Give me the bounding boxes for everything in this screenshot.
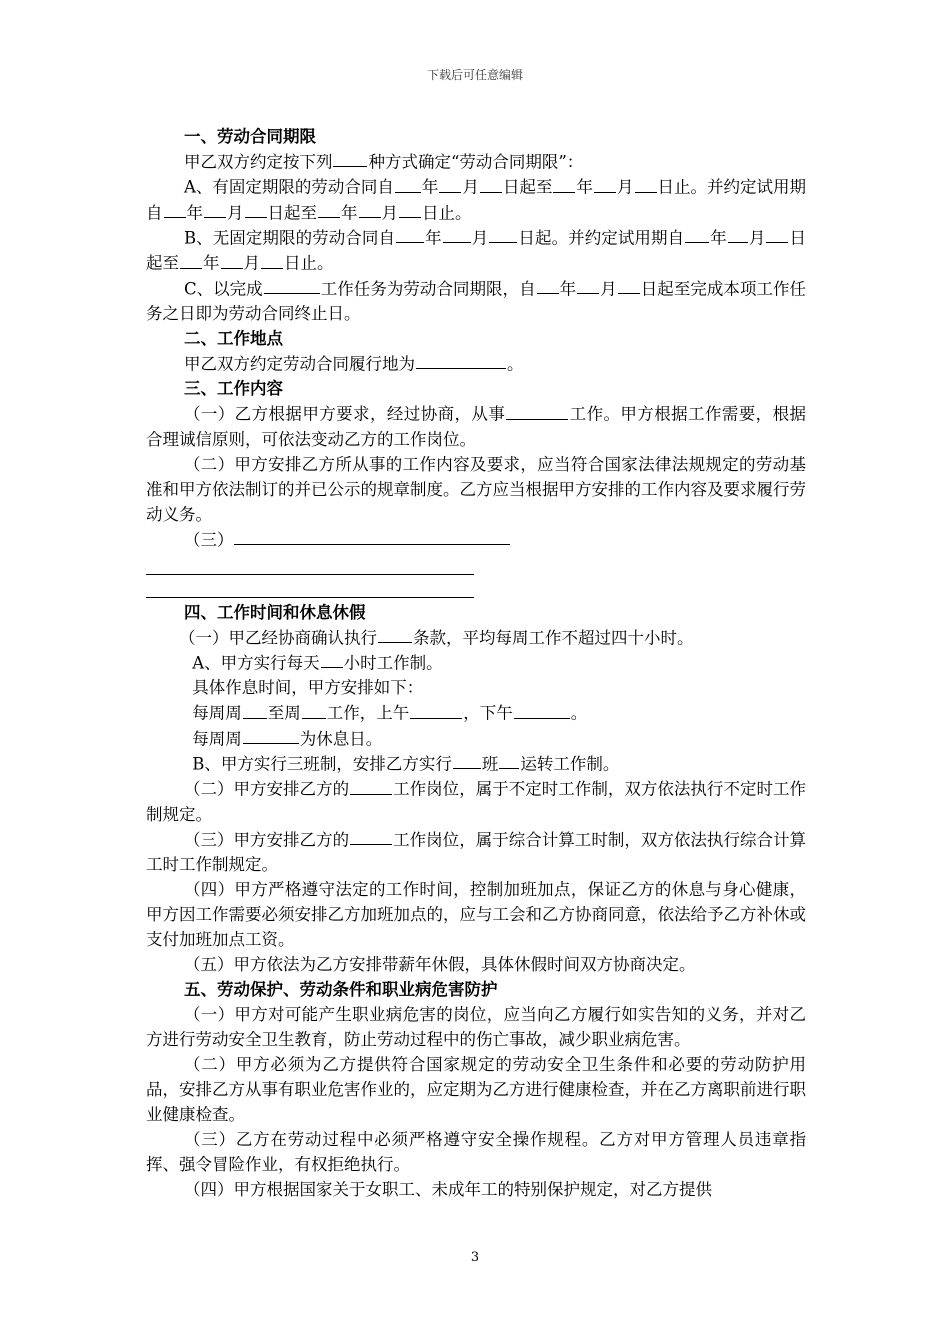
- section-4-para-1: （一）甲乙经协商确认执行 条款，平均每周工作不超过四十小时。: [146, 625, 806, 650]
- blank-line-2: [146, 597, 474, 598]
- section-5-para-3: （三）乙方在劳动过程中必须严格遵守安全操作规程。乙方对甲方管理人员违章指挥、强令冒险作业，有权拒绝执行。: [146, 1130, 806, 1174]
- section-3-para-2: （二）甲方安排乙方所从事的工作内容及要求，应当符合国家法律法规规定的劳动基准和甲方依法制订的并已公示的规章制度。乙方应当根据甲方安排的工作内容及要求履行劳动义务。: [146, 454, 806, 524]
- section-4-option-b: B、甲方实行三班制，安排乙方实行 班 运转工作制。: [146, 751, 806, 776]
- section-4-title: 四、工作时间和休息休假: [183, 602, 366, 622]
- section-2-title: 二、工作地点: [183, 328, 283, 348]
- section-5-title: 五、劳动保护、劳动条件和职业病危害防护: [183, 980, 498, 999]
- section-4-para-5: （五）甲方依法为乙方安排带薪年休假，具体休假时间双方协商决定。: [183, 955, 696, 974]
- section-4-option-a: A、甲方实行每天 小时工作制。: [146, 650, 806, 675]
- section-2-text: 甲乙双方约定劳动合同履行地为 。: [146, 351, 806, 376]
- section-3-title: 三、工作内容: [183, 379, 283, 399]
- section-4-para-4: （四）甲方严格遵守法定的工作时间，控制加班加点，保证乙方的休息与身心健康，甲方因工作需要必须安排乙方加班加点的，应与工会和乙方协商同意，依法给予乙方补休或支付加班加点工资。: [146, 880, 806, 949]
- section-3-para-3: （三）: [146, 527, 806, 552]
- section-4-para-3: （三）甲方安排乙方的 工作岗位，属于综合计算工时制，双方依法执行综合计算工时工作制规定。: [146, 827, 806, 877]
- section-1-option-a: A、有固定期限的劳动合同自 年 月 日起至 年 月 日止。并约定试用期自 年 月 日起至 年 月 日止。: [146, 174, 806, 225]
- section-1-option-c: C、以完成 工作任务为劳动合同期限，自 年 月 日起至完成本项工作任务之日即为劳动合同终止日。: [146, 276, 806, 326]
- page-number: 3: [470, 1250, 480, 1265]
- section-4-weekly-schedule: 每周周 至周 工作，上午 ，下午 。: [146, 700, 806, 725]
- section-4-para-2: （二）甲方安排乙方的 工作岗位，属于不定时工作制，双方依法执行不定时工作制规定。: [146, 776, 806, 826]
- section-5-para-2: （二）甲方必须为乙方提供符合国家规定的劳动安全卫生条件和必要的劳动防护用品，安排乙方从事有职业危害作业的，应定期为乙方进行健康检查，并在乙方离职前进行职业健康检查。: [146, 1055, 806, 1124]
- section-4-schedule-intro: 具体作息时间，甲方安排如下：: [192, 678, 424, 698]
- section-1-intro: 甲乙双方约定按下列 种方式确定“劳动合同期限”：: [146, 149, 806, 174]
- section-3-para-1: （一）乙方根据甲方要求，经过协商，从事 工作。甲方根据工作需要，根据合理诚信原则，可依法变动乙方的工作岗位。: [146, 401, 806, 451]
- section-1-title: 一、劳动合同期限: [183, 127, 316, 146]
- section-4-rest-day: 每周周 为休息日。: [146, 726, 806, 751]
- section-5-para-1: （一）甲方对可能产生职业病危害的岗位，应当向乙方履行如实告知的义务，并对乙方进行劳动安全卫生教育，防止劳动过程中的伤亡事故，减少职业病危害。: [146, 1005, 806, 1049]
- contract-page: [146, 124, 806, 1202]
- section-1-option-b: B、无固定期限的劳动合同自 年 月 日起。并约定试用期自 年 月 日起至 年 月 日止。: [146, 225, 806, 276]
- page-header: 下载后可任意编辑: [426, 68, 523, 82]
- section-5-para-4: （四）甲方根据国家关于女职工、未成年工的特别保护规定，对乙方提供: [183, 1180, 712, 1199]
